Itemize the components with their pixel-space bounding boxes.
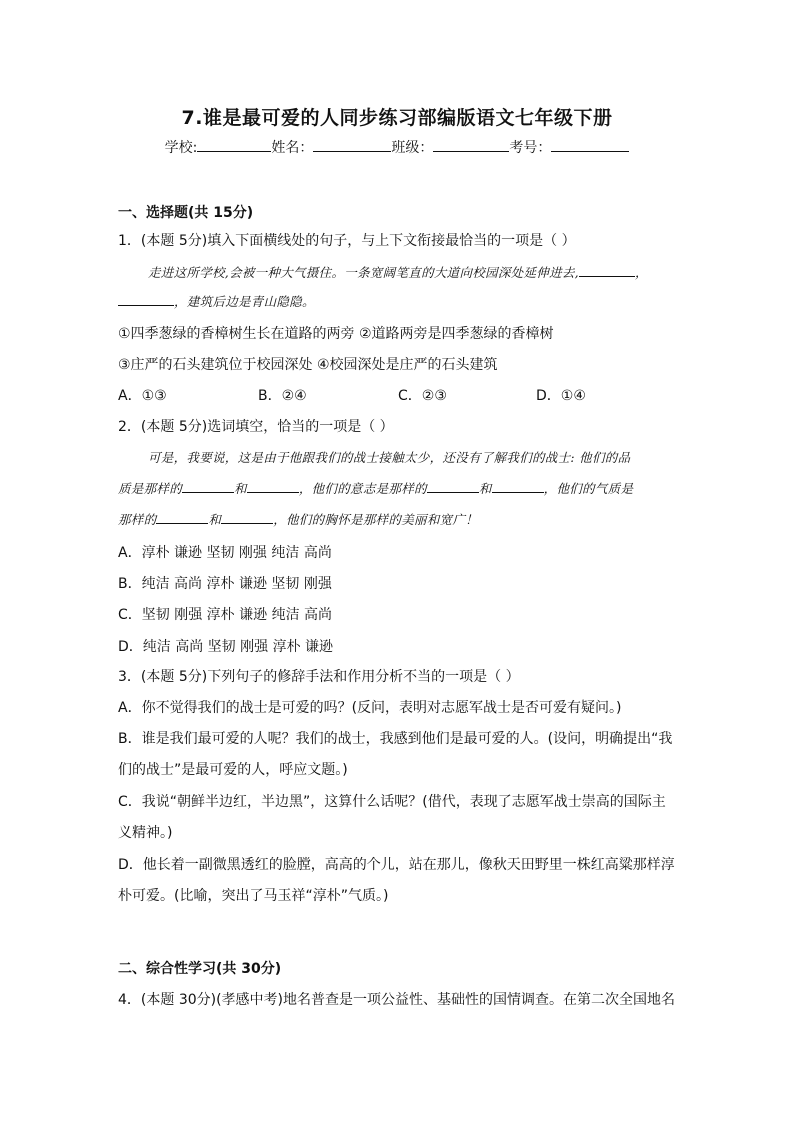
exam-no-blank[interactable] (551, 137, 629, 152)
question-3-option-b[interactable]: B．谁是我们最可爱的人呢？我们的战士，我感到他们是最可爱的人。(设问，明确提出“我 (118, 731, 673, 747)
question-3-option-a[interactable]: A．你不觉得我们的战士是可爱的吗？(反问，表明对志愿军战士是否可爱有疑问。) (118, 700, 622, 716)
class-label: 班级： (391, 140, 434, 156)
question-2-option-c[interactable]: C．坚韧 刚强 淳朴 谦逊 纯洁 高尚 (118, 607, 333, 623)
passage-blank[interactable] (156, 511, 208, 524)
question-2-option-d[interactable]: D．纯洁 高尚 坚韧 刚强 淳朴 谦逊 (118, 639, 334, 655)
question-2-option-a[interactable]: A．淳朴 谦逊 坚韧 刚强 纯洁 高尚 (118, 545, 332, 561)
section-heading: 二、综合性学习(共 30分) (118, 961, 282, 977)
school-blank[interactable] (197, 137, 271, 152)
name-label: 姓名： (271, 140, 314, 156)
question-1-sentences-2: ③庄严的石头建筑位于校园深处 ④校园深处是庄严的石头建筑 (118, 357, 498, 373)
passage-blank[interactable] (427, 480, 479, 493)
passage-blank[interactable] (118, 293, 174, 306)
question-1-passage-line-1: 走进这所学校,会被一种大气摄住。一条宽阔笔直的大道向校园深处延伸进去, ， (148, 265, 648, 280)
question-2-option-b[interactable]: B．纯洁 高尚 淳朴 谦逊 坚韧 刚强 (118, 576, 332, 592)
question-3-stem: 3．(本题 5分)下列句子的修辞手法和作用分析不当的一项是（ ） (118, 669, 520, 685)
school-label: 学校: (164, 140, 198, 156)
question-1-passage-line-2: ，建筑后边是青山隐隐。 (118, 292, 684, 310)
question-3-option-c-cont: 义精神。) (118, 825, 173, 841)
question-1-stem: 1．(本题 5分)填入下面横线处的句子，与上下文衔接最恰当的一项是（ ） (118, 233, 576, 249)
question-3-option-d[interactable]: D．他长着一副微黑透红的脸膛，高高的个儿，站在那儿，像秋天田野里一株红高粱那样淳 (118, 857, 675, 873)
section-heading: 一、选择题(共 15分) (118, 205, 254, 221)
passage-blank[interactable] (221, 511, 273, 524)
passage-blank[interactable] (247, 480, 299, 493)
page-title: 7.谁是最可爱的人同步练习部编版语文七年级下册 (181, 107, 613, 129)
question-2-stem: 2．(本题 5分)选词填空，恰当的一项是（ ） (118, 419, 394, 435)
question-2-passage-line-3: 那样的 和 ，他们的胸怀是那样的美丽和宽广！ (118, 512, 479, 527)
passage-blank[interactable] (492, 480, 544, 493)
question-3-option-c[interactable]: C．我说“朝鲜半边红，半边黑”，这算什么话呢？(借代，表现了志愿军战士崇高的国际主 (118, 794, 666, 810)
question-1-sentences-1: ①四季葱绿的香樟树生长在道路的两旁 ②道路两旁是四季葱绿的香樟树 (118, 326, 554, 342)
class-blank[interactable] (433, 137, 509, 152)
question-3-option-d-cont: 朴可爱。(比喻，突出了马玉祥“淳朴”气质。) (118, 888, 389, 904)
passage-blank[interactable] (579, 264, 635, 277)
question-1-options (118, 385, 684, 405)
option-c[interactable]: C．②③ (398, 388, 447, 404)
exam-no-label: 考号： (509, 140, 552, 156)
question-2-passage-line-1: 可是，我要说，这是由于他跟我们的战士接触太少，还没有了解我们的战士: 他们的品 (148, 450, 631, 465)
option-d[interactable]: D．①④ (536, 388, 586, 404)
option-b[interactable]: B．②④ (258, 388, 307, 404)
option-a[interactable]: A．①③ (118, 388, 167, 404)
passage-blank[interactable] (182, 480, 234, 493)
student-info-line (0, 137, 794, 157)
name-blank[interactable] (313, 137, 391, 152)
question-2-passage-line-2: 质是那样的 和 ，他们的意志是那样的 和 ，他们的气质是 (118, 481, 634, 496)
question-4-stem: 4．(本题 30分)(孝感中考)地名普查是一项公益性、基础性的国情调查。在第二次全国地名 (118, 992, 676, 1008)
question-3-option-b-cont: 们的战士”是最可爱的人，呼应文题。) (118, 762, 348, 778)
